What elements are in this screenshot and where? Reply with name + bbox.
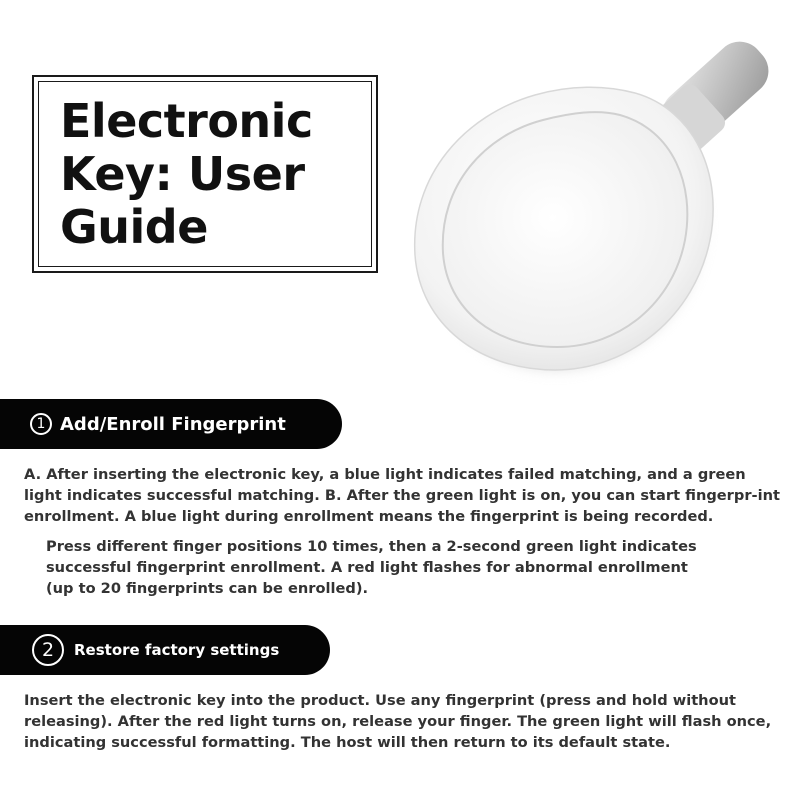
section-2-paragraph: Insert the electronic key into the product. Use any fingerprint (press and hold without releasing). After the red light turns on, release your finger. The green light will flash once, indicating successful formatting. The host will then return to its default state. xyxy=(24,692,772,751)
page-title: Electronic Key: User Guide xyxy=(60,94,313,254)
section-2-banner xyxy=(0,625,330,675)
section-1-paragraph-b: Press different finger positions 10 times, then a 2-second green light indicates successful fingerprint enrollment. A red light flashes for abnormal enrollment (up to 20 fingerprints can be enrolled). xyxy=(46,538,697,597)
circled-number-icon: 2 xyxy=(32,634,64,666)
section-1-paragraph-a: A. After inserting the electronic key, a blue light indicates failed matching, and a green light indicates successful matching. B. After the green light is on, you can start fingerpr-int enrollment. A blue light during enrollment means the fingerprint is being recorded. xyxy=(24,466,780,525)
circled-number-icon: 1 xyxy=(30,413,52,435)
section-1-heading: Add/Enroll Fingerprint xyxy=(60,413,286,435)
title-frame xyxy=(32,75,378,273)
section-2-heading: Restore factory settings xyxy=(74,641,280,659)
section-1-banner xyxy=(0,399,342,449)
electronic-key-illustration xyxy=(405,25,785,385)
